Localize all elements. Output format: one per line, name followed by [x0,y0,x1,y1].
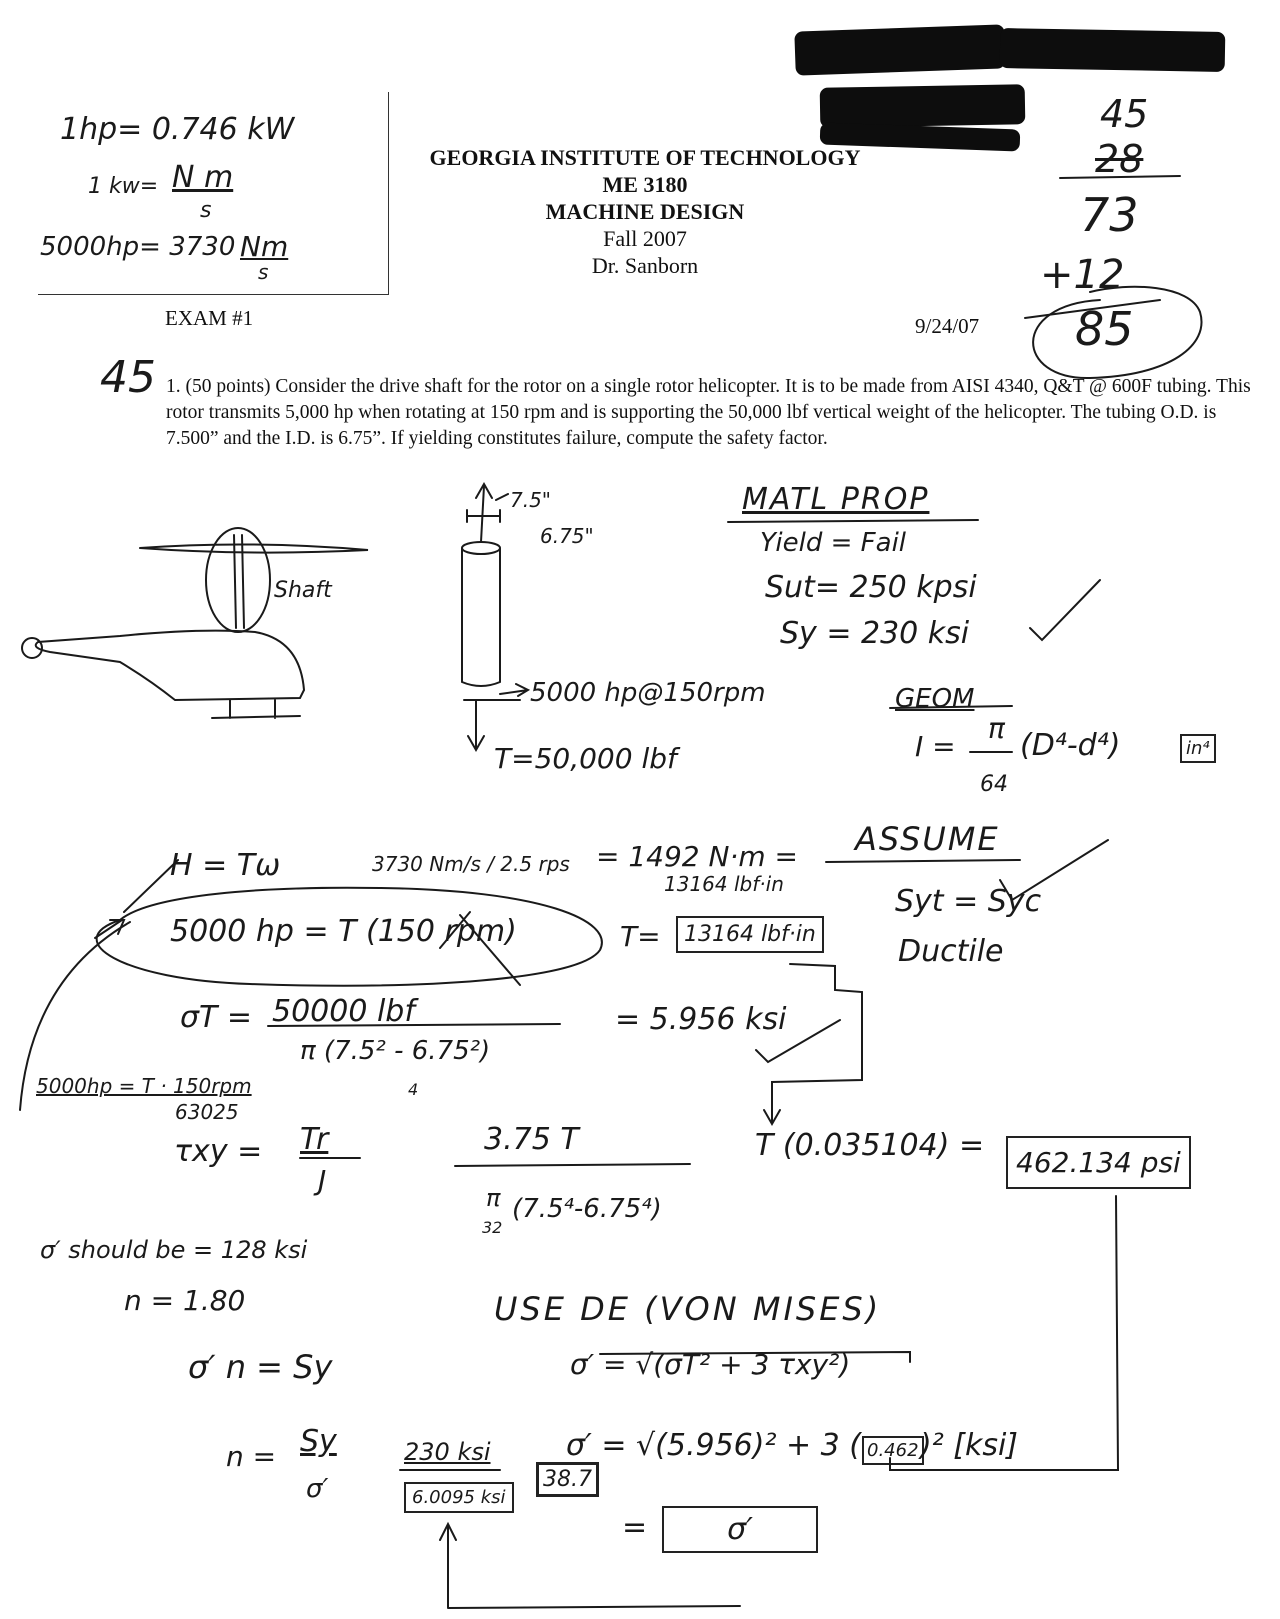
circled-power-equation: 5000 hp = T (150 rpm) [170,914,517,949]
redaction-mark [1000,28,1226,72]
conversion-line-2-den: s [200,198,212,223]
geometry-lhs: I = [915,730,956,763]
score-bonus: +12 [1040,252,1125,298]
load-label: 5000 hp@150rpm [530,678,766,708]
shear-result-box: 462.134 psi [1006,1136,1191,1189]
safety-factor-box: 38.7 [536,1462,599,1497]
shear-den-pi: π [486,1184,501,1212]
geometry-rhs: (D⁴-d⁴) [1020,728,1121,763]
von-mises-boxed-value: 0.462 [862,1436,924,1465]
shear-den: (7.5⁴-6.75⁴) [512,1194,662,1224]
normal-stress-den: π (7.5² - 6.75²) [300,1036,491,1066]
od-dim [467,494,508,522]
sigma-n-equation: σ′ n = Sy [188,1348,333,1386]
exam-date: 9/24/07 [915,314,980,338]
safety-den-box: 6.0095 ksi [404,1482,514,1513]
assume-heading: ASSUME [855,820,1000,858]
material-underline [728,520,978,522]
safety-num: 230 ksi [404,1438,491,1466]
redaction-mark [794,24,1005,75]
conversion-line-3-num: Nm [240,230,289,263]
assume-ductile: Ductile [898,934,1004,969]
failure-criterion: Yield = Fail [760,528,907,558]
course-number: ME 3180 [602,172,688,197]
torque-result-box: 13164 lbf·in [676,916,824,953]
score-total: 85 [1075,302,1134,356]
geometry-unit: in⁴ [1180,734,1216,763]
shear-result: T (0.035104) = [755,1128,985,1163]
exam-title: EXAM #1 [165,306,254,330]
torque-lbfin: 13164 lbf·in [664,872,784,896]
institution-title: GEORGIA INSTITUTE OF TECHNOLOGY [429,145,861,170]
problem-statement [166,374,1266,452]
torque-nm: = 1492 N·m = [596,840,799,873]
tail-rotor [22,638,42,658]
id-label: 6.75" [540,524,594,548]
material-heading: MATL PROP [742,482,930,517]
shear-stress-lhs: τxy = [174,1134,263,1169]
normal-stress-result: = 5.956 ksi [615,1002,787,1037]
normal-stress-lhs: σT = [180,1000,253,1035]
course-subject: MACHINE DESIGN [545,199,745,224]
shear-den-32: 32 [482,1218,503,1237]
score-line-1: 45 [1100,92,1149,136]
problem-text: (50 points) Consider the drive shaft for the rotor on a single rotor helicopter. It is to be made from AISI 4340, Q&T @ 600F tubing. This rotor transmits 5,000 hp when rotating at 150 rpm and is supporting the 50,000 lbf vertical weight of the helicopter. The tubing O.D. is 7.500” and the I.D. is 6.75”. If yielding constitutes failure, compute the safety factor. [166,376,1251,449]
rotor-hub-ellipse [206,528,270,632]
instructor: Dr. Sanborn [591,253,699,278]
skid [212,700,300,718]
safety-frac-den: σ′ [306,1474,329,1504]
shaft-line [234,535,244,628]
ultimate-strength: Sut= 250 kpsi [765,570,977,605]
conversion-line-3-den: s [258,260,269,284]
problem-score: 45 [100,352,156,403]
von-mises-final-box: σ′ [662,1506,818,1553]
assume-strength: Syt = Syc [895,884,1042,919]
conversion-line-2-num: N m [172,160,234,195]
normal-stress-den-4: 4 [408,1080,419,1099]
power-equation: H = Tω [170,848,281,883]
torque-link [764,964,862,1124]
shear-num: 3.75 T [484,1122,579,1157]
shear-frac-num: Tr [300,1122,329,1157]
grader-comment-sigma: σ′ should be = 128 ksi [40,1236,308,1264]
term: Fall 2007 [603,226,687,251]
von-mises-final-eq: = [622,1510,648,1545]
power-conversion: 3730 Nm/s / 2.5 rps [372,852,570,876]
conversion-line-3-lhs: 5000hp= 3730 [40,232,236,262]
geometry-heading: GEOM [895,684,975,714]
redaction-mark [820,84,1026,128]
thrust-label: T=50,000 lbf [494,742,677,775]
tube-outline [462,548,500,686]
od-label: 7.5" [510,488,552,512]
geometry-num: π [988,712,1005,745]
score-line-3: 73 [1080,188,1139,242]
von-mises-tail: )² [ksi] [920,1428,1019,1463]
torque-axis-arrow [476,484,492,542]
grader-comment-n: n = 1.80 [124,1284,246,1317]
shear-frac-den: J [318,1164,327,1197]
assume-underline [826,860,1020,862]
von-mises-numeric: σ′ = √(5.956)² + 3 ( [566,1428,862,1463]
shear-frac-line [455,1164,690,1166]
circle-pointer [95,920,124,938]
rotor-blade [140,544,368,552]
conversion-line-1: 1hp= 0.746 kW [60,112,295,147]
fuselage [36,631,304,700]
normal-stress-num: 50000 lbf [272,994,415,1029]
geometry-den: 64 [980,772,1008,797]
problem-number: 1. [166,376,181,397]
torque-label: T= [620,920,661,953]
tube-top [462,542,500,554]
safety-factor-lhs: n = [226,1440,277,1473]
hp-equation-den: 63025 [175,1100,239,1124]
conversion-line-2-lhs: 1 kw= [88,174,159,199]
shaft-label: Shaft [274,578,332,603]
safety-frac-num: Sy [300,1424,337,1459]
check-mark [1030,580,1100,640]
method-heading: USE DE (VON MISES) [494,1290,882,1328]
yield-strength: Sy = 230 ksi [780,616,970,651]
von-mises-equation: σ′ = √(σT² + 3 τxy²) [570,1348,851,1381]
score-line-2: 28 [1095,137,1144,181]
load-arrow [500,684,528,696]
hp-equation-num: 5000hp = T · 150rpm [36,1074,252,1098]
